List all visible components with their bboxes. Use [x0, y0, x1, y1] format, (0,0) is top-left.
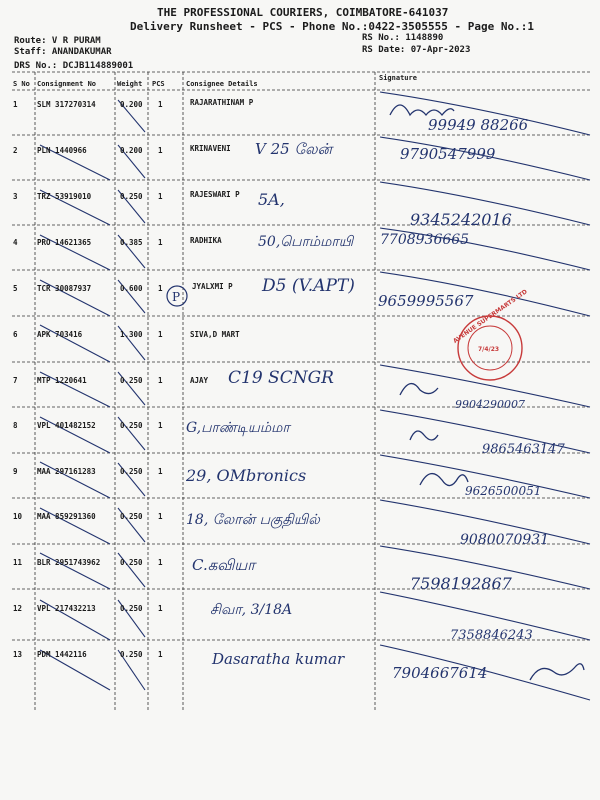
row-consignment: BLR 2951743962 — [37, 558, 101, 567]
row-sno: 4 — [13, 238, 18, 247]
row-pcs: 1 — [158, 512, 163, 521]
row-pcs: 1 — [158, 330, 163, 339]
row-consignment: PLN 1440966 — [37, 146, 87, 155]
row-consignee: RAJESWARI P — [190, 190, 240, 199]
row-signature-phone: 9080070931 — [460, 532, 550, 548]
row-signature-phone: 9790547999 — [400, 145, 496, 163]
row-pcs: 1 — [158, 604, 163, 613]
svg-text:7/4/23: 7/4/23 — [478, 346, 500, 353]
row-signature-phone: 7904667614 — [392, 664, 488, 682]
row-pcs: 1 — [158, 558, 163, 567]
row-signature-phone: 7358846243 — [450, 628, 533, 643]
col-pcs: PCS — [152, 80, 165, 88]
row-signature-phone: 99949 88266 — [428, 116, 529, 134]
row-pcs: 1 — [158, 284, 163, 293]
row-signature-phone: 9659995567 — [378, 292, 474, 310]
row-consignee: AJAY — [190, 376, 209, 385]
col-signature: Signature — [379, 74, 417, 82]
row-sno: 13 — [13, 650, 23, 659]
row-weight: 0.200 — [120, 100, 143, 109]
row-consignment: TRZ 53919010 — [37, 192, 92, 201]
row-pcs: 1 — [158, 238, 163, 247]
company-title: THE PROFESSIONAL COURIERS, COIMBATORE-641037 — [157, 6, 449, 19]
row-consignee: RADHIKA — [190, 236, 222, 245]
row-consignment: MAA 859291360 — [37, 512, 96, 521]
signature-scribble-9 — [420, 474, 468, 486]
row-weight: 0.385 — [120, 238, 143, 247]
row-consignment: PDM 1442116 — [37, 650, 87, 659]
drs-label: DRS No.: DCJB114889001 — [14, 61, 134, 71]
row-address-handwritten: Dasaratha kumar — [212, 650, 345, 668]
row-consignee: RAJARATHINAM P — [190, 98, 254, 107]
signature-scribble-7 — [400, 384, 438, 395]
row-sno: 7 — [13, 376, 18, 385]
row-consignment: MAA 297161283 — [37, 467, 96, 476]
row-consignee: KRINAVENI — [190, 144, 231, 153]
svg-text:AVENUE SUPERMARTS LTD: AVENUE SUPERMARTS LTD — [452, 288, 529, 345]
signature-scribble-8 — [410, 431, 438, 440]
col-weight: Weight — [117, 80, 143, 88]
signature-scribble-13 — [530, 664, 584, 680]
row-sno: 2 — [13, 146, 18, 155]
row-pcs: 1 — [158, 100, 163, 109]
row-consignment: PRO 14621365 — [37, 238, 92, 247]
row-address-handwritten: C19 SCNGR — [228, 368, 334, 388]
row-pcs: 1 — [158, 650, 163, 659]
row-consignee: JYALXMI P — [192, 282, 233, 291]
col-consignment: Consignment No — [37, 80, 97, 88]
row-weight: 0.250 — [120, 558, 143, 567]
row-sno: 9 — [13, 467, 18, 476]
row-sno: 11 — [13, 558, 23, 567]
row-pcs: 1 — [158, 421, 163, 430]
row-sno: 5 — [13, 284, 18, 293]
col-consignee: Consignee Details — [186, 80, 258, 88]
row-signature-phone: 9626500051 — [465, 484, 542, 498]
col-sno: S No — [13, 80, 30, 88]
row-sno: 6 — [13, 330, 18, 339]
row-sno: 1 — [13, 100, 18, 109]
row-address-handwritten: G,பாண்டியம்மா — [186, 420, 290, 436]
rs-number: RS No.: 1148890 — [362, 33, 444, 43]
row-signature-phone: 7598192867 — [410, 574, 512, 593]
rs-date: RS Date: 07-Apr-2023 — [362, 45, 471, 55]
row-pcs: 1 — [158, 467, 163, 476]
route-label: Route: V R PURAM — [14, 36, 101, 46]
row-consignment: VPL 217432213 — [37, 604, 96, 613]
row-address-handwritten: C.கவியா — [192, 556, 256, 574]
row-weight: 0.250 — [120, 467, 143, 476]
row-address-handwritten: சிவா, 3/18A — [210, 602, 293, 618]
svg-text:P: P — [172, 290, 181, 304]
runsheet-title: Delivery Runsheet - PCS - Phone No.:0422-3505555 - Page No.:1 — [130, 20, 534, 33]
row-weight: 0.250 — [120, 192, 143, 201]
row-consignment: TCR 30087937 — [37, 284, 92, 293]
row-pcs: 1 — [158, 192, 163, 201]
row-address-handwritten: 29, OMbronics — [186, 466, 307, 485]
row-consignment: SLM 317270314 — [37, 100, 96, 109]
row-weight: 0.250 — [120, 604, 143, 613]
row-weight: 0.600 — [120, 284, 143, 293]
row-signature-phone: 9345242016 — [410, 210, 512, 229]
row-address-handwritten: V 25 லேன் — [255, 140, 333, 158]
row-weight: 0.250 — [120, 421, 143, 430]
row-signature-phone: 7708936665 — [380, 232, 470, 248]
row-address-handwritten: 5A, — [258, 190, 285, 209]
staff-label: Staff: ANANDAKUMAR — [14, 47, 112, 57]
row-pcs: 1 — [158, 376, 163, 385]
row-sno: 10 — [13, 512, 23, 521]
row-address-handwritten: 18, லோன் பகுதியில் — [186, 512, 320, 528]
row-signature-phone: 9865463147 — [482, 442, 565, 457]
row-weight: 0.250 — [120, 650, 143, 659]
row-pcs: 1 — [158, 146, 163, 155]
row-weight: 0.250 — [120, 512, 143, 521]
row-weight: 0.200 — [120, 146, 143, 155]
row-consignment: VPL 401482152 — [37, 421, 96, 430]
row-signature-phone: 9904290007 — [455, 398, 525, 411]
row-address-handwritten: D5 (V.APT) — [262, 276, 355, 296]
row-sno: 3 — [13, 192, 18, 201]
signature-scribble-1 — [390, 105, 454, 115]
row-weight: 0.250 — [120, 376, 143, 385]
row-address-handwritten: 50,பொம்மாயி — [258, 234, 354, 250]
row-sno: 12 — [13, 604, 23, 613]
row-sno: 8 — [13, 421, 18, 430]
row-consignment: MTP 1220641 — [37, 376, 87, 385]
row-weight: 1.300 — [120, 330, 143, 339]
row-consignee: SIVA,D MART — [190, 330, 240, 339]
row-consignment: APK 703416 — [37, 330, 83, 339]
